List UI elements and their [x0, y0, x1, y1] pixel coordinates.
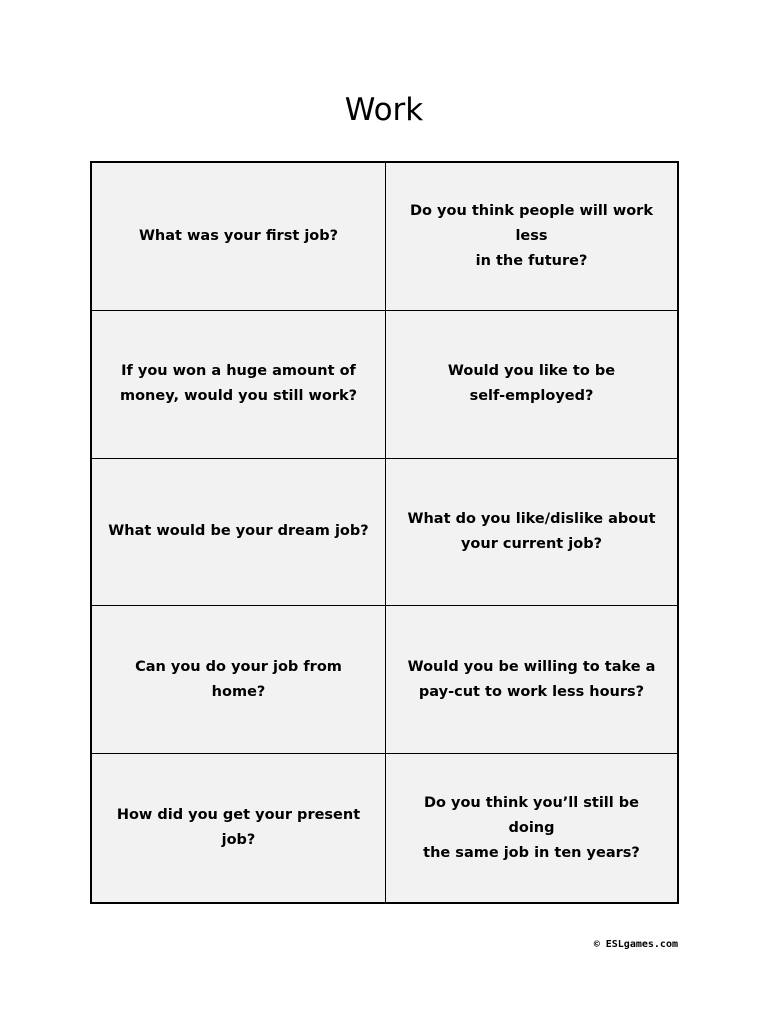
question-text: Do you think you’ll still be doing the same job in ten years? [423, 794, 640, 861]
question-card [386, 311, 677, 459]
question-card [386, 606, 677, 754]
question-card [92, 311, 386, 459]
copyright-notice: © ESLgames.com [593, 939, 678, 950]
question-text: If you won a huge amount of money, would you still work? [119, 363, 358, 405]
question-card [92, 163, 386, 311]
question-text: Do you think people will work less in the future? [410, 202, 653, 269]
page-title: Work [344, 92, 424, 128]
question-card [386, 754, 677, 902]
question-card [92, 459, 386, 607]
question-text: What do you like/dislike about your current job? [407, 510, 656, 552]
question-card [92, 606, 386, 754]
question-card-grid [90, 161, 679, 904]
question-text: What would be your dream job? [108, 523, 369, 540]
question-text: What was your first job? [138, 227, 339, 244]
question-text: Would you like to be self-employed? [447, 363, 616, 405]
question-card [92, 754, 386, 902]
question-text: Can you do your job from home? [135, 658, 342, 700]
question-card [386, 163, 677, 311]
question-text: How did you get your present job? [116, 807, 361, 849]
question-text: Would you be willing to take a pay-cut to work less hours? [407, 658, 656, 700]
question-card [386, 459, 677, 607]
